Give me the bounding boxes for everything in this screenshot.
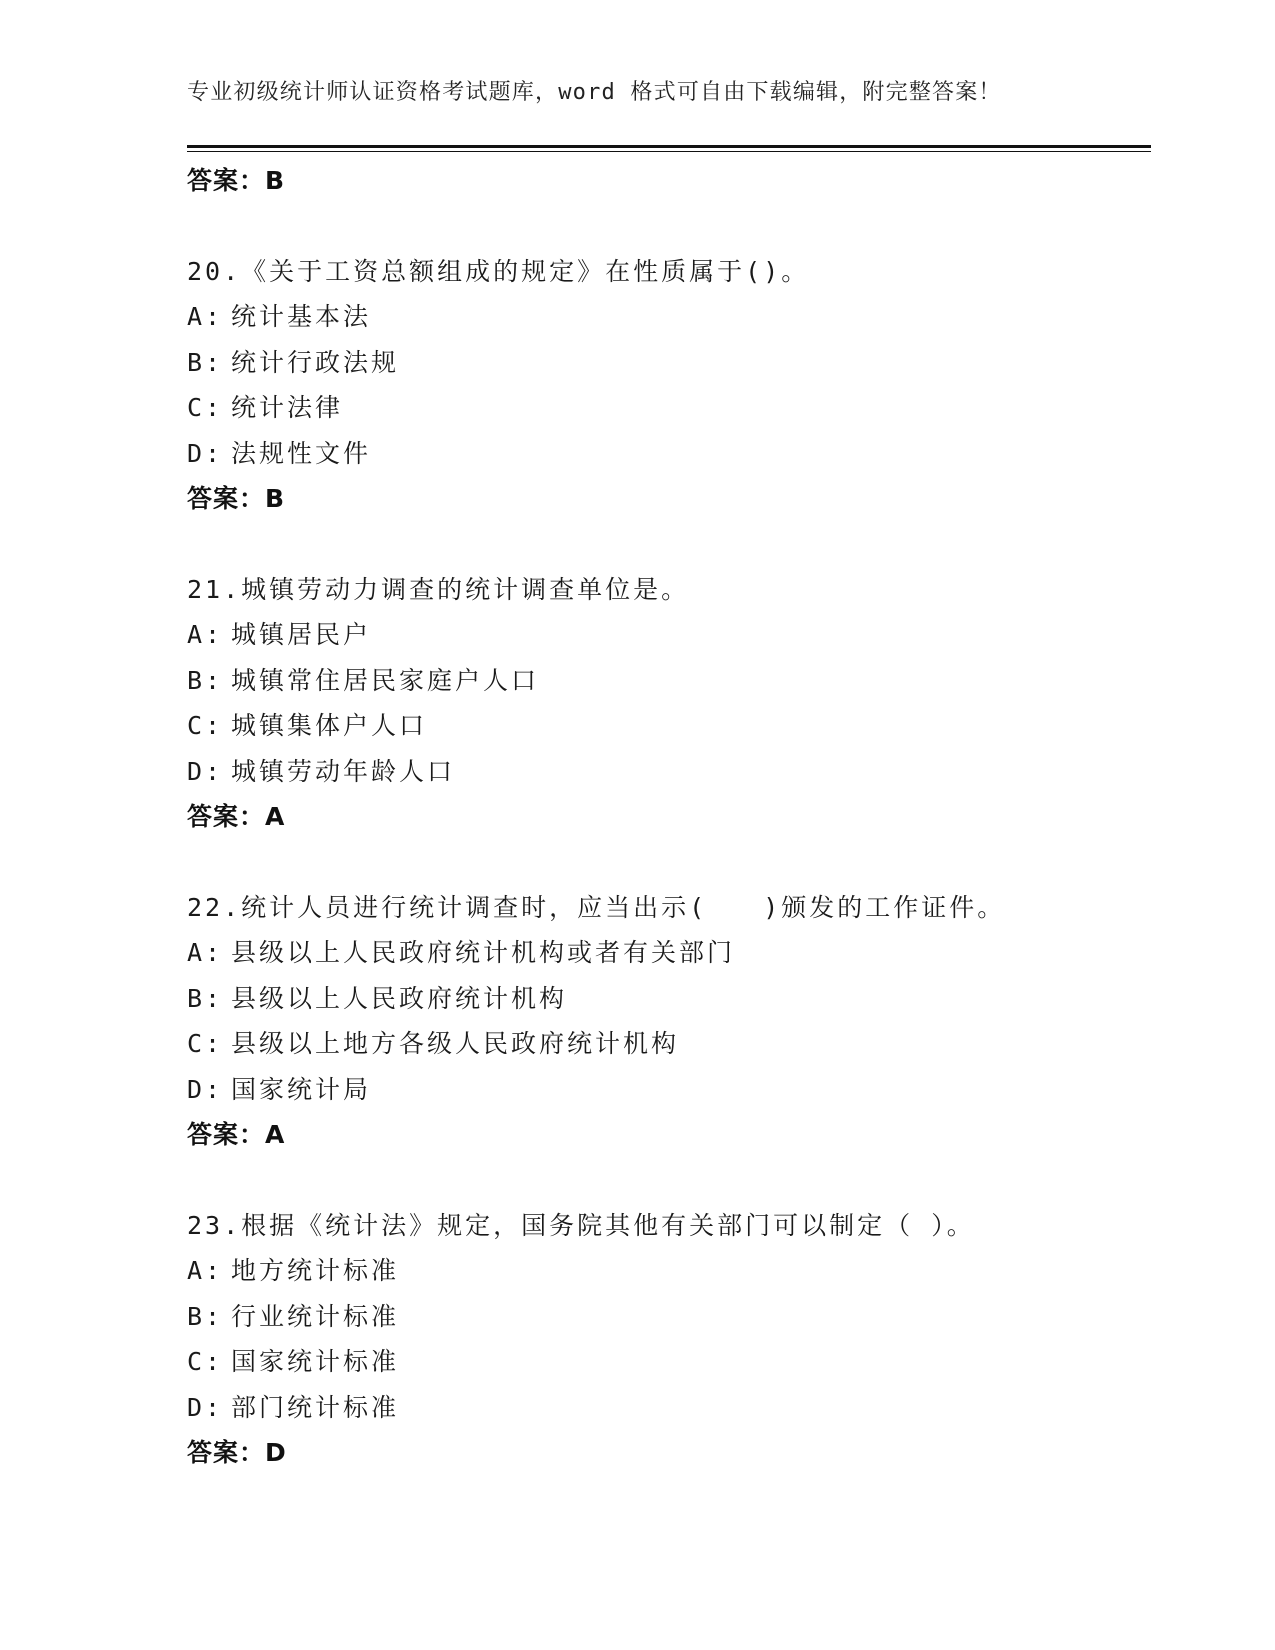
option-key: A: [187,1256,224,1285]
question-block [187,1203,1151,1476]
question-list [187,158,1151,1476]
option-d [187,431,1151,477]
option-a [187,1248,1151,1294]
option-c [187,385,1151,431]
option-text: 城镇劳动年龄人口 [231,756,456,786]
spacer [187,840,1151,885]
option-key: C: [187,1347,224,1376]
question-stem: 23.根据《统计法》规定，国务院其他有关部门可以制定（ ）。 [187,1210,975,1240]
option-text: 城镇居民户 [231,620,372,649]
option-text: 地方统计标准 [231,1256,400,1285]
option-d [187,1067,1151,1113]
option-text: 统计行政法规 [231,347,400,377]
option-text: 国家统计标准 [231,1347,400,1376]
option-key: A: [187,938,224,967]
header-divider-thick [187,145,1151,148]
question-block [187,885,1151,1158]
option-a [187,612,1151,658]
option-key: B: [187,1301,224,1331]
option-text: 国家统计局 [231,1074,372,1104]
option-key: A: [187,302,224,331]
option-key: C: [187,711,224,740]
option-d [187,1385,1151,1431]
option-key: C: [187,393,224,422]
header-divider-thin [187,151,1151,152]
option-text: 县级以上地方各级人民政府统计机构 [231,1029,680,1058]
question-stem: 22.统计人员进行统计调查时，应当出示( )颁发的工作证件。 [187,892,1006,922]
option-b [187,1294,1151,1340]
option-key: D: [187,438,224,468]
option-key: A: [187,620,224,649]
option-text: 县级以上人民政府统计机构或者有关部门 [231,938,736,967]
option-text: 县级以上人民政府统计机构 [231,983,568,1013]
answer-line: 答案：A [187,802,286,831]
option-c [187,1021,1151,1067]
question-stem: 21.城镇劳动力调查的统计调查单位是。 [187,574,690,604]
answer-line: 答案：A [187,1120,286,1149]
answer-line: 答案：D [187,1438,287,1467]
option-a [187,294,1151,340]
option-text: 城镇常住居民家庭户人口 [231,665,540,695]
option-key: D: [187,756,224,786]
option-text: 行业统计标准 [231,1301,400,1331]
option-b [187,340,1151,386]
page-header: 专业初级统计师认证资格考试题库，word 格式可自由下载编辑，附完整答案！ [187,80,1002,105]
previous-answer: 答案：B [187,166,286,195]
option-b [187,658,1151,704]
option-key: B: [187,983,224,1013]
answer-line: 答案：B [187,484,286,513]
option-key: B: [187,665,224,695]
question-stem: 20.《关于工资总额组成的规定》在性质属于()。 [187,256,810,286]
option-text: 统计法律 [231,393,344,422]
option-key: B: [187,347,224,377]
spacer [187,522,1151,567]
option-a [187,930,1151,976]
question-block [187,567,1151,840]
option-text: 法规性文件 [231,438,372,468]
spacer [187,204,1151,249]
option-key: D: [187,1392,224,1422]
option-d [187,749,1151,795]
option-c [187,703,1151,749]
option-text: 城镇集体户人口 [231,711,428,740]
option-b [187,976,1151,1022]
option-key: C: [187,1029,224,1058]
option-key: D: [187,1074,224,1104]
option-text: 部门统计标准 [231,1392,400,1422]
option-c [187,1339,1151,1385]
spacer [187,1158,1151,1203]
option-text: 统计基本法 [231,302,372,331]
question-block [187,249,1151,522]
